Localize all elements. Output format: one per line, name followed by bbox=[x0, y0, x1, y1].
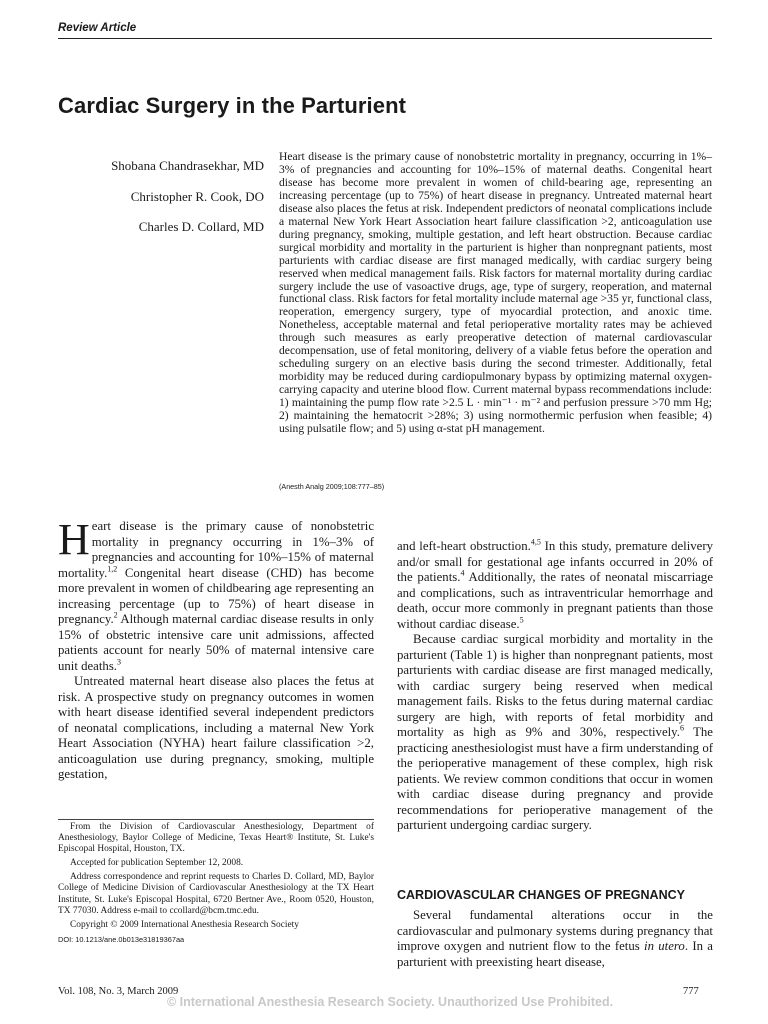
author-name: Shobana Chandrasekhar, MD bbox=[111, 158, 264, 173]
section-heading: CARDIOVASCULAR CHANGES OF PREGNANCY bbox=[397, 888, 685, 902]
body-paragraph: and left-heart obstruction.$^{4,5}$ In this study, premature delivery and/or small for gestational age infants occurred in 20% of the patients.$^4$ Additionally, the rates of neonatal miscarriage and complications, such as intraventricular hemorrhage and death, occur more commonly in pregnant patients than those without cardiac disease.$^5$ bbox=[397, 537, 714, 631]
header-rule bbox=[58, 38, 712, 39]
watermark: © International Anesthesia Research Society. Unauthorized Use Prohibited. bbox=[166, 995, 614, 1009]
body-column-left bbox=[58, 515, 374, 783]
author-list bbox=[58, 151, 264, 243]
reference-marker[interactable]: 4 bbox=[460, 568, 465, 578]
footnotes bbox=[58, 822, 374, 948]
reference-marker[interactable]: 1,2 bbox=[107, 564, 118, 574]
body-paragraph: Untreated maternal heart disease also places the fetus at risk. A prospective study on pregnancy outcomes in women with heart disease identified several independent predictors of neonatal complications, including a maternal New York Heart Association (NYHA) heart failure classification >2, anticoagulation use during pregnancy, smoking, multiple gestation, bbox=[58, 674, 374, 781]
footnote-copyright: Copyright © 2009 International Anesthesia Research Society bbox=[70, 919, 299, 930]
footnote-correspondence: Address correspondence and reprint requests to Charles D. Collard, MD, Baylor College of Medicine Division of Cardiovascular Anesthesiology at the TX Heart Institute, St. Luke's Episcopal Hospital, 6720 Bertner Ave., Room 0520, Houston, TX 77030. Address e-mail to ccollard@bcm.tmc.edu. bbox=[58, 872, 374, 916]
footer-volume: Vol. 108, No. 3, March 2009 bbox=[58, 986, 179, 997]
body-paragraph: Several fundamental alterations occur in the cardiovascular and pulmonary systems during pregnancy that improve oxygen and nutrient flow to the fetus in utero. In a parturient with preexisting heart disease, bbox=[397, 908, 713, 969]
body-column-right bbox=[397, 539, 713, 834]
footnote-accepted: Accepted for publication September 12, 2008. bbox=[70, 858, 244, 869]
reference-marker[interactable]: 4,5 bbox=[530, 537, 541, 547]
drop-cap: H bbox=[58, 515, 90, 564]
reference-marker[interactable]: 3 bbox=[117, 657, 121, 667]
section-label: Review Article bbox=[58, 22, 137, 34]
reference-marker[interactable]: 2 bbox=[113, 610, 118, 620]
author-name: Charles D. Collard, MD bbox=[138, 219, 264, 234]
author-name: Christopher R. Cook, DO bbox=[130, 188, 264, 204]
footnote-doi[interactable]: DOI: 10.1213/ane.0b013e31819367aa bbox=[58, 934, 185, 944]
body-paragraph: Because cardiac surgical morbidity and mortality in the parturient (Table 1) is higher than nonpregnant patients, most parturients with cardiac disease are first managed medically, with cardiac surgery being reserved when medical management fails. Risks to the fetus during maternal cardiac surgery are high, with reports of fetal morbidity and mortality as high as 9% and 30%, respectively.$^6$ The practicing anesthesiologist must have a firm understanding of the perioperative management of these complex, high risk patients. We review common conditions that occur in women with cardiac disease during pregnancy and provide recommendations for perioperative management of the parturient undergoing cardiac surgery. bbox=[397, 632, 713, 832]
abstract-citation: (Anesth Analg 2009;108:777–85) bbox=[279, 482, 385, 491]
page-number: 777 bbox=[683, 986, 699, 997]
section-body bbox=[397, 908, 713, 970]
reference-marker[interactable]: 5 bbox=[519, 615, 524, 625]
footnote-affiliation: From the Division of Cardiovascular Anesthesiology, Department of Anesthesiology, Baylor College of Medicine, Texas Heart® Institute, St. Luke's Episcopal Hospital, Houston, TX. bbox=[58, 822, 374, 855]
article-title: Cardiac Surgery in the Parturient bbox=[58, 93, 407, 118]
body-paragraph: Heart disease is the primary cause of nonobstetric mortality in pregnancy occurring in 1%–3% of pregnancies and accounting for 10%–15% of maternal mortality.$^{1,2}$ Congenital heart disease (CHD) has become more prevalent in women of childbearing age representing an increasing percentage (up to 75%) of heart disease in pregnancy.$^2$ Although maternal cardiac disease results in only 15% of obstetric intensive care unit admissions, affected patients account for nearly 50% of maternal intensive care unit deaths.$^3$ bbox=[58, 515, 374, 673]
footnote-divider bbox=[58, 819, 374, 820]
abstract-text: Heart disease is the primary cause of nonobstetric mortality in pregnancy, occurring in 1%–3% of pregnancies and accounting for 10%–15% of maternal deaths. Congenital heart disease has become more prevalent in women of child-bearing age, representing an increasing percentage (up to 75%) of heart disease in pregnancy. Untreated maternal heart disease also places the fetus at risk. Independent predictors of neonatal complications include a maternal New York Heart Association heart failure classification >2, anticoagulation use during pregnancy, smoking, multiple gestation, and left heart obstruction. Because cardiac surgical morbidity and mortality in the parturient is higher than nonpregnant patients, most parturients with cardiac disease are first managed medically, with cardiac surgery being reserved when medical management fails. Risk factors for maternal mortality during cardiac surgery include the use of vasoactive drugs, age, type of surgery, reoperation, and maternal functional class. Risk factors for fetal mortality include maternal age >35 yr, functional class, reoperation, emergency surgery, type of myocardial protection, and anoxic time. Nonetheless, acceptable maternal and fetal perioperative mortality rates may be achieved through such measures as early preoperative detection of maternal cardiovascular decompensation, use of fetal monitoring, delivery of a viable fetus before the operation and scheduling surgery on an elective basis during the second trimester. Additionally, fetal morbidity may be reduced during cardiopulmonary bypass by optimizing maternal oxygen-carrying capacity and uterine blood flow. Current maternal bypass recommendations include: 1) maintaining the pump flow rate >2.5 L · min⁻¹ · m⁻² and perfusion pressure >70 mm Hg; 2) maintaining the hematocrit >28%; 3) using normothermic perfusion when feasible; 4) using pulsatile flow; and 5) using α-stat pH management. bbox=[279, 150, 713, 436]
reference-marker[interactable]: 6 bbox=[679, 723, 684, 733]
